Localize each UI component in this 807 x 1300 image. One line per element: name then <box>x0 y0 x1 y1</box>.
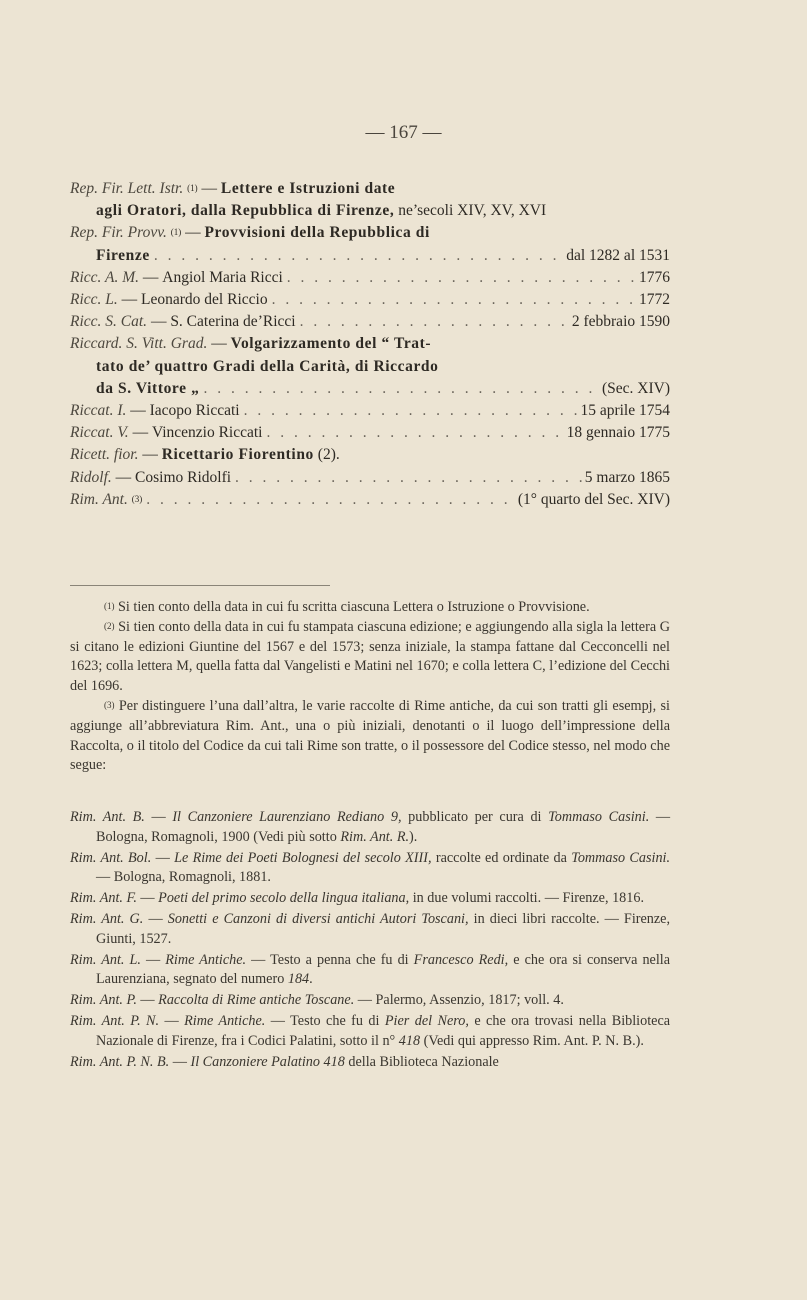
entry-date: 1772 <box>639 291 670 309</box>
entry-abbr: Ricc. A. M. <box>70 268 140 286</box>
list-item: Rim. Ant. L. — Rime Antiche. — Testo a penna che fu di Francesco Redi, e che ora si conserva nella Laurenziana, segnato del numero 184. <box>70 951 671 988</box>
entry-abbr: Ricc. S. Cat. <box>70 313 148 331</box>
entry-abbr: Ricc. L. <box>70 291 118 309</box>
entry-title-cont: tato de’ quattro Gradi della Carità, di Riccardo <box>96 357 439 375</box>
entry-title: Leonardo del Riccio <box>141 291 268 309</box>
list-item: Rep. Fir. Lett. Istr. (1) — Lettere e Istruzioni date agli Oratori, dalla Repubblica di Firenze, ne’secoli XIV, XV, XVI <box>70 178 670 222</box>
entry-date: 1776 <box>639 268 670 286</box>
list-item: Rim. Ant. F. — Poeti del primo secolo della lingua italiana, in due volumi raccolti. — Firenze, 1816. <box>70 890 644 907</box>
entry-date: 15 aprile 1754 <box>580 402 670 420</box>
leader-dots <box>283 267 639 289</box>
entry-date: 18 gennaio 1775 <box>566 424 670 442</box>
list-item: Rim. Ant. P. N. — Rime Antiche. — Testo che fu di Pier del Nero, e che ora trovasi nella Biblioteca Nazionale di Firenze, fra i Codici Palatini, sotto il n° 418 (Vedi qui appresso Rim. Ant. P. N. B.). <box>70 1012 671 1049</box>
rime-list <box>70 808 670 1073</box>
entry-title: Cosimo Ridolfi <box>135 468 232 486</box>
entry-title: Provvisioni della Repubblica di <box>204 224 430 242</box>
footnote-ref: (1) <box>187 183 198 193</box>
entry-title: Lettere e Istruzioni date <box>220 180 396 197</box>
entry-title: Iacopo Riccati <box>149 402 240 420</box>
footnotes <box>70 598 670 776</box>
list-item: Ridolf. — Cosimo Ridolfi . . . 5 marzo 1865 <box>70 467 670 489</box>
entry-date: (Sec. XIV) <box>601 379 670 397</box>
entry-date: 5 marzo 1865 <box>584 468 670 486</box>
leader-dots <box>199 378 602 400</box>
entry-title-cont: da S. Vittore „ <box>96 379 200 397</box>
entry-abbr: Rep. Fir. Provv. <box>70 224 167 242</box>
entry-date: 2 febbraio 1590 <box>571 313 670 331</box>
list-item: Ricett. fior. — Ricettario Fiorentino (2). <box>70 444 670 466</box>
list-item: Rim. Ant. G. — Sonetti e Canzoni di diversi antichi Autori Toscani, in dieci libri raccolte. — Firenze, Giunti, 1527. <box>70 910 671 947</box>
entry-abbr: Rep. Fir. Lett. Istr. <box>70 180 184 197</box>
footnote-separator <box>70 585 330 586</box>
footnote: $^{(3)}$ Per distinguere l’una dall’altra, le varie raccolte di Rime antiche, da cui son tratti gli esempj, si aggiunge all’abbreviatura Rim. Ant., una o più iniziali, denotanti o il luogo dell’impressione della Raccolta, o il titolo del Codice da cui tali Rime son tratte, o il possessore del Codice stesso, nel modo che segue: <box>70 697 671 774</box>
entry-abbr: Riccat. V. <box>70 424 129 442</box>
list-item <box>70 489 670 511</box>
entry-date: dal 1282 al 1531 <box>566 246 670 264</box>
footnote: $^{(1)}$ Si tien conto della data in cui fu scritta ciascuna Lettera o Istruzione o Provvisione. <box>104 599 590 615</box>
entry-date: ne’secoli XIV, XV, XVI <box>398 202 547 220</box>
page-number: — 167 — <box>365 122 442 143</box>
leader-dots <box>262 422 566 444</box>
entry-abbr: Riccard. S. Vitt. Grad. <box>70 335 208 353</box>
footnote-ref: (1) <box>170 227 182 238</box>
entry-title-cont: Firenze <box>96 246 150 264</box>
entry-title: S. Caterina de’Ricci <box>170 313 296 331</box>
leader-dots <box>142 489 518 511</box>
list-item: Rim. Ant. B. — Il Canzoniere Laurenziano Rediano 9, pubblicato per cura di Tommaso Casini. — Bologna, Romagnoli, 1900 (Vedi più sotto Rim. Ant. R.). <box>70 809 671 845</box>
entry-title: Vincenzio Riccati <box>151 424 263 442</box>
entry-title-cont: agli Oratori, dalla Repubblica di Firenze, <box>96 202 395 220</box>
list-item: Rim. Ant. P. — Raccolta di Rime antiche Toscane. — Palermo, Assenzio, 1817; voll. 4. <box>70 992 564 1009</box>
list-item: Rim. Ant. Bol. — Le Rime dei Poeti Bolognesi del secolo XIII, raccolte ed ordinate da Tommaso Casini. — Bologna, Romagnoli, 1881. <box>70 849 671 886</box>
entry-title: Ricettario Fiorentino <box>161 446 314 464</box>
footnote-ref: (2). <box>317 446 340 464</box>
entry-title: Angiol Maria Ricci <box>162 268 283 286</box>
list-item: Ricc. A. M. — Angiol Maria Ricci . . . 1776 <box>70 267 670 289</box>
list-item: Riccat. I. — Iacopo Riccati . . . 15 aprile 1754 <box>70 400 670 422</box>
list-item: Rep. Fir. Provv. (1) — Provvisioni della Repubblica di Firenze . . . dal 1282 al 1531 <box>70 222 670 266</box>
leader-dots <box>231 467 585 489</box>
footnote: $^{(2)}$ Si tien conto della data in cui fu stampata ciascuna edizione; e aggiungendo alla sigla la lettera G si citano le edizioni Giuntine del 1567 e del 1573; senza iniziale, la stampa fattane dal Cecconcelli nel 1623; colla lettera M, quella fatta dal Vangelisti e Matini nel 1670; e colla lettera C, l’edizione del Cecchi del 1696. <box>70 618 671 695</box>
list-item: Ricc. L. — Leonardo del Riccio . . . 1772 <box>70 289 670 311</box>
list-item: Ricc. S. Cat. — S. Caterina de’Ricci . . . 2 febbraio 1590 <box>70 311 670 333</box>
entry-abbr: Rim. Ant. <box>70 490 128 508</box>
entry-abbr: Ridolf. <box>70 468 112 486</box>
entry-abbr: Riccat. I. <box>70 402 127 420</box>
entry-abbr: Ricett. fior. <box>70 446 139 464</box>
leader-dots <box>268 289 639 311</box>
entry-title: Volgarizzamento del “ Trat- <box>230 335 432 353</box>
list-item: Riccard. S. Vitt. Grad. — Volgarizzamento del “ Trat- tato de’ quattro Gradi della Carità, di Riccardo da S. Vittore „ . . . (Sec. XIV) <box>70 333 670 400</box>
list-item: Riccat. V. — Vincenzio Riccati . . . 18 gennaio 1775 <box>70 422 670 444</box>
leader-dots <box>150 245 566 267</box>
abbreviation-list <box>70 178 670 511</box>
leader-dots <box>296 311 572 333</box>
entry-date: (1° quarto del Sec. XIV) <box>517 490 670 508</box>
list-item: Rim. Ant. P. N. B. — Il Canzoniere Palatino 418 della Biblioteca Nazionale <box>70 1053 499 1070</box>
footnote-ref: (3) <box>131 493 143 504</box>
leader-dots <box>240 400 581 422</box>
